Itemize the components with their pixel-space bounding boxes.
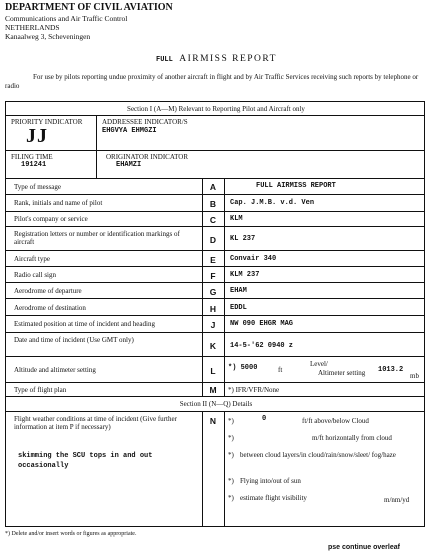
filing-time-value[interactable]: 191241 [21,161,47,169]
opt3-check[interactable]: *) [228,451,234,459]
row-e-label: Aircraft type [14,255,50,263]
row-e-value[interactable]: Convair 340 [230,255,277,263]
row-c-value[interactable]: KLM [230,215,243,223]
priority-value[interactable]: JJ [26,125,48,147]
row-a-letter: A [209,182,217,192]
row-l-value[interactable]: *) 5000 [228,364,258,372]
section1-title: Section I (A—M) Relevant to Reporting Pilot and Aircraft only [127,105,305,113]
altitude-unit: ft [278,366,283,374]
opt2-text: m/ft horizontally from cloud [312,434,392,442]
form-box [5,101,425,527]
row-k-value[interactable]: 14-5-'62 0940 z [230,342,294,350]
row-j-value[interactable]: NW 090 EHGR MAG [230,320,294,328]
row-a-label: Type of message [14,183,61,191]
row-e-letter: E [210,255,216,265]
opt1-value[interactable]: 0 [262,415,267,423]
opt3-text: between cloud layers/in cloud/rain/snow/sleet/ fog/haze [240,451,396,459]
row-f-value[interactable]: KLM 237 [230,271,260,279]
opt5-text: estimate flight visibility [240,494,307,502]
addressee-label: ADDRESSEE INDICATOR/S [102,118,188,126]
row-d-label: Registration letters or number or identification markings of aircraft [14,230,180,246]
form-title [0,54,433,64]
row-h-letter: H [209,304,217,314]
filing-time-label: FILING TIME [11,153,53,161]
form-title-main: AIRMISS REPORT [179,54,277,64]
row-f-label: Radio call sign [14,271,56,279]
row-h-label: Aerodrome of destination [14,304,86,312]
opt5-unit: m/nm/yd [384,496,410,504]
originator-value[interactable]: EHAMZI [116,161,142,169]
form-title-full: FULL [156,56,173,64]
row-d-letter: D [209,235,217,245]
intro-text: For use by pilots reporting undue proximity of another aircraft in flight and by Air Traffic Services receiving such reports by telephone or radio [5,73,419,90]
row-k-label: Date and time of incident (Use GMT only) [14,336,134,344]
row-b-letter: B [209,199,217,209]
originator-label: ORIGINATOR INDICATOR [106,153,188,161]
section2-title: Section II (N—Q) Details [179,400,253,408]
opt4-check[interactable]: *) [228,477,234,485]
addressee-value[interactable]: EHGVYA EHMGZI [102,127,157,135]
continue-overleaf: pse continue overleaf [328,544,400,551]
opt5-check[interactable]: *) [228,494,234,502]
level-label: Level/ [310,360,328,368]
opt1-check[interactable]: *) [228,417,234,425]
weather-remark[interactable]: skimming the SCU tops in and out occasionally [18,452,153,470]
row-j-letter: J [210,320,216,330]
row-g-letter: G [209,287,217,297]
opt2-check[interactable]: *) [228,434,234,442]
row-j-label: Estimated position at time of incident and heading [14,320,155,328]
row-d-value[interactable]: KL 237 [230,235,256,243]
department-title: DEPARTMENT OF CIVIL AVIATION [5,2,173,13]
altimeter-label: Altimeter setting [318,369,366,377]
row-m-label: Type of flight plan [14,386,67,394]
row-f-letter: F [210,271,216,281]
row-l-letter: L [210,366,216,376]
row-a-value[interactable]: FULL AIRMISS REPORT [256,182,336,190]
row-c-letter: C [209,215,217,225]
row-b-label: Rank, initials and name of pilot [14,199,103,207]
weather-letter: N [209,416,217,426]
department-address: Communications and Air Traffic Control NETHERLANDS Kanaalweg 3, Scheveningen [5,14,128,41]
altimeter-value[interactable]: 1013.2 [378,366,404,374]
row-b-value[interactable]: Cap. J.M.B. v.d. Ven [230,199,315,207]
priority-label: PRIORITY INDICATOR [11,118,83,126]
row-k-letter: K [209,341,217,351]
row-g-label: Aerodrome of departure [14,287,82,295]
opt4-text: Flying into/out of sun [240,477,301,485]
mb-label: mb [410,372,419,380]
row-m-value[interactable]: *) IFR/VFR/None [228,386,280,394]
row-c-label: Pilot's company or service [14,215,88,223]
row-l-label: Altitude and altimeter setting [14,366,96,374]
row-h-value[interactable]: EDDL [230,304,247,312]
row-g-value[interactable]: EHAM [230,287,247,295]
opt1-text: ft/ft above/below Cloud [302,417,369,425]
row-m-letter: M [209,385,217,395]
weather-label: Flight weather conditions at time of incident (Give further information at item P if necessary) [14,415,177,431]
footnote: *) Delete and/or insert words or figures as appropriate. [5,531,137,537]
